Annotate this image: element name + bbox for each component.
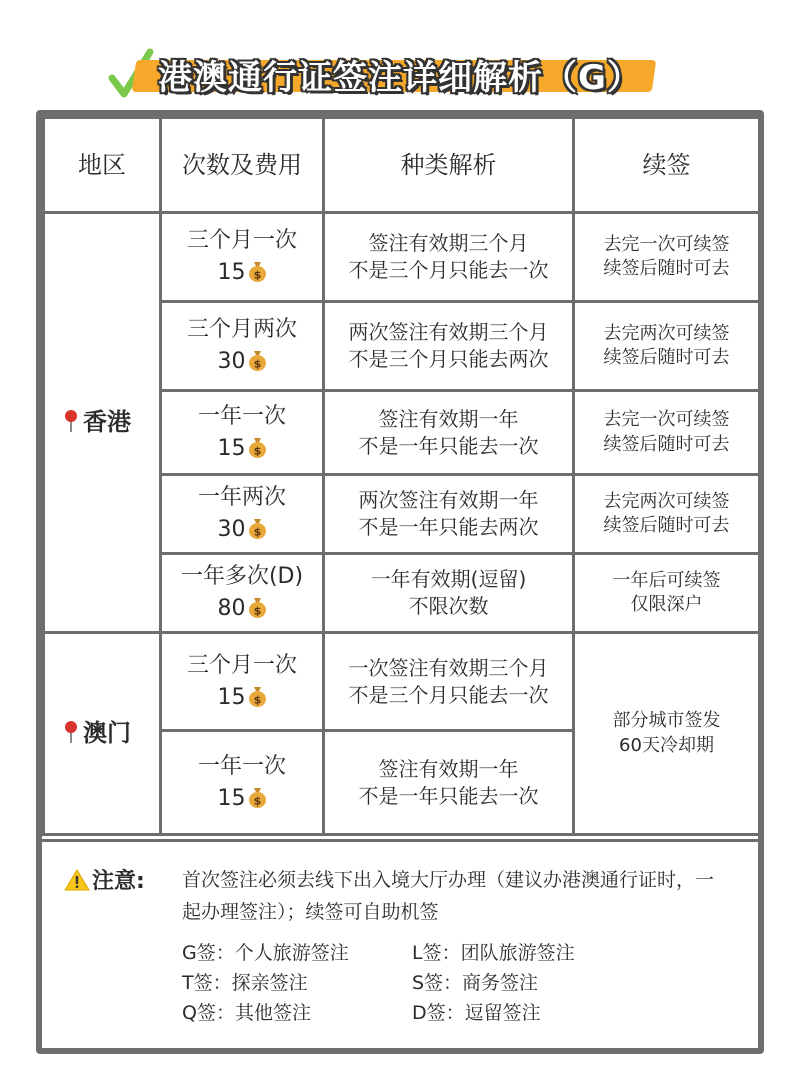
renew-cell [574,554,760,633]
svg-text:$: $ [253,794,261,807]
price-value: 15 [217,785,246,811]
renew-line: 续签后随时可去 [603,515,730,536]
freq-label: 三个月一次 [186,228,297,254]
renew-cell [574,633,760,835]
renew-line: 去完两次可续签 [603,322,730,344]
header-region: 地区 [44,118,161,213]
desc-line: 不限次数 [408,594,489,618]
money-bag-icon [248,260,267,282]
page-title: 港澳通行证签注详细解析（G） [158,58,642,98]
region-hongkong [44,213,161,633]
money-bag-icon [248,786,267,808]
renew-line: 续签后随时可去 [603,347,730,368]
desc-line: 签注有效期一年 [378,406,519,431]
freq-cell [161,475,324,554]
legend-item: Q签：其他签注 [182,1002,311,1024]
renew-cell [574,302,760,391]
legend-item: D签：逗留签注 [412,1002,541,1024]
money-bag-icon [248,596,267,618]
notes-section [42,839,758,1045]
freq-cell [161,731,324,835]
desc-line: 签注有效期三个月 [368,231,529,255]
freq-label: 三个月一次 [186,652,297,678]
pin-icon [63,409,79,433]
renew-line: 续签后随时可去 [603,258,730,279]
svg-text:$: $ [253,357,261,371]
region-label: 澳门 [83,719,131,748]
desc-line: 两次签注有效期一年 [358,488,539,512]
desc-line: 不是三个月只能去一次 [348,258,549,282]
price-value: 30 [217,517,246,542]
freq-label: 一年多次(D) [180,564,304,590]
money-bag-icon [248,436,267,458]
svg-text:$: $ [253,693,261,706]
desc-cell [324,475,574,554]
desc-line: 不是一年只能去两次 [358,515,539,539]
legend-row [182,998,575,1028]
renew-line: 仅限深户 [630,594,703,615]
desc-cell [324,633,574,731]
notes-heading [64,864,145,895]
svg-text:$: $ [253,444,261,457]
legend-row [182,938,575,968]
svg-text:$: $ [253,525,261,539]
renew-line: 去完一次可续签 [603,409,730,431]
visa-table [42,116,761,836]
visa-legend [182,938,575,1028]
region-label: 香港 [83,408,131,437]
freq-label: 一年一次 [197,753,286,779]
warning-icon [64,869,90,891]
desc-line: 不是三个月只能去一次 [348,682,549,707]
svg-text:$: $ [253,604,261,618]
table-row [44,633,760,731]
freq-cell [161,213,324,302]
desc-line: 签注有效期一年 [378,756,519,781]
price-value: 15 [217,684,246,710]
freq-cell [161,391,324,475]
money-bag-icon [248,349,267,371]
renew-line: 去完两次可续签 [603,490,730,512]
desc-cell [324,554,574,633]
title-banner [108,46,688,104]
svg-text:$: $ [253,268,261,282]
desc-line: 不是三个月只能去两次 [348,347,549,371]
price-value: 30 [217,349,246,374]
table-row [44,213,760,302]
legend-item: G签：个人旅游签注 [182,942,349,964]
desc-cell [324,302,574,391]
desc-line: 一年有效期(逗留) [370,567,527,591]
desc-line: 不是一年只能去一次 [358,433,539,458]
renew-cell [574,391,760,475]
notes-text: 首次签注必须去线下出入境大厅办理（建议办港澳通行证时，一起办理签注）；续签可自助机签 [182,869,715,923]
header-frequency: 次数及费用 [161,118,324,213]
header-type: 种类解析 [324,118,574,213]
desc-line: 一次签注有效期三个月 [348,655,549,680]
freq-label: 一年两次 [197,485,286,511]
freq-cell [161,302,324,391]
legend-item: L签：团队旅游签注 [412,942,575,964]
freq-label: 一年一次 [197,403,286,429]
desc-line: 不是一年只能去一次 [358,783,539,808]
info-frame [36,110,764,1054]
desc-line: 两次签注有效期三个月 [348,320,549,344]
money-bag-icon [248,685,267,707]
renew-line: 续签后随时可去 [603,433,730,455]
freq-cell [161,633,324,731]
renew-cell [574,475,760,554]
desc-cell [324,391,574,475]
pin-icon [63,720,79,744]
price-value: 15 [217,260,246,285]
renew-line: 部分城市签发 [612,710,721,732]
renew-line: 一年后可续签 [612,569,721,591]
renew-line: 60天冷却期 [619,734,714,756]
header-renewal: 续签 [574,118,760,213]
desc-cell [324,213,574,302]
desc-cell [324,731,574,835]
legend-row [182,968,575,998]
notes-label: 注意: [92,869,145,894]
region-macau [44,633,161,835]
legend-item: S签：商务签注 [412,972,539,994]
money-bag-icon [248,517,267,539]
renew-cell [574,213,760,302]
header-row [44,118,760,213]
price-value: 80 [217,596,246,621]
legend-item: T签：探亲签注 [182,972,308,994]
freq-label: 三个月两次 [186,317,297,343]
renew-line: 去完一次可续签 [603,233,730,255]
freq-cell [161,554,324,633]
price-value: 15 [217,435,246,461]
